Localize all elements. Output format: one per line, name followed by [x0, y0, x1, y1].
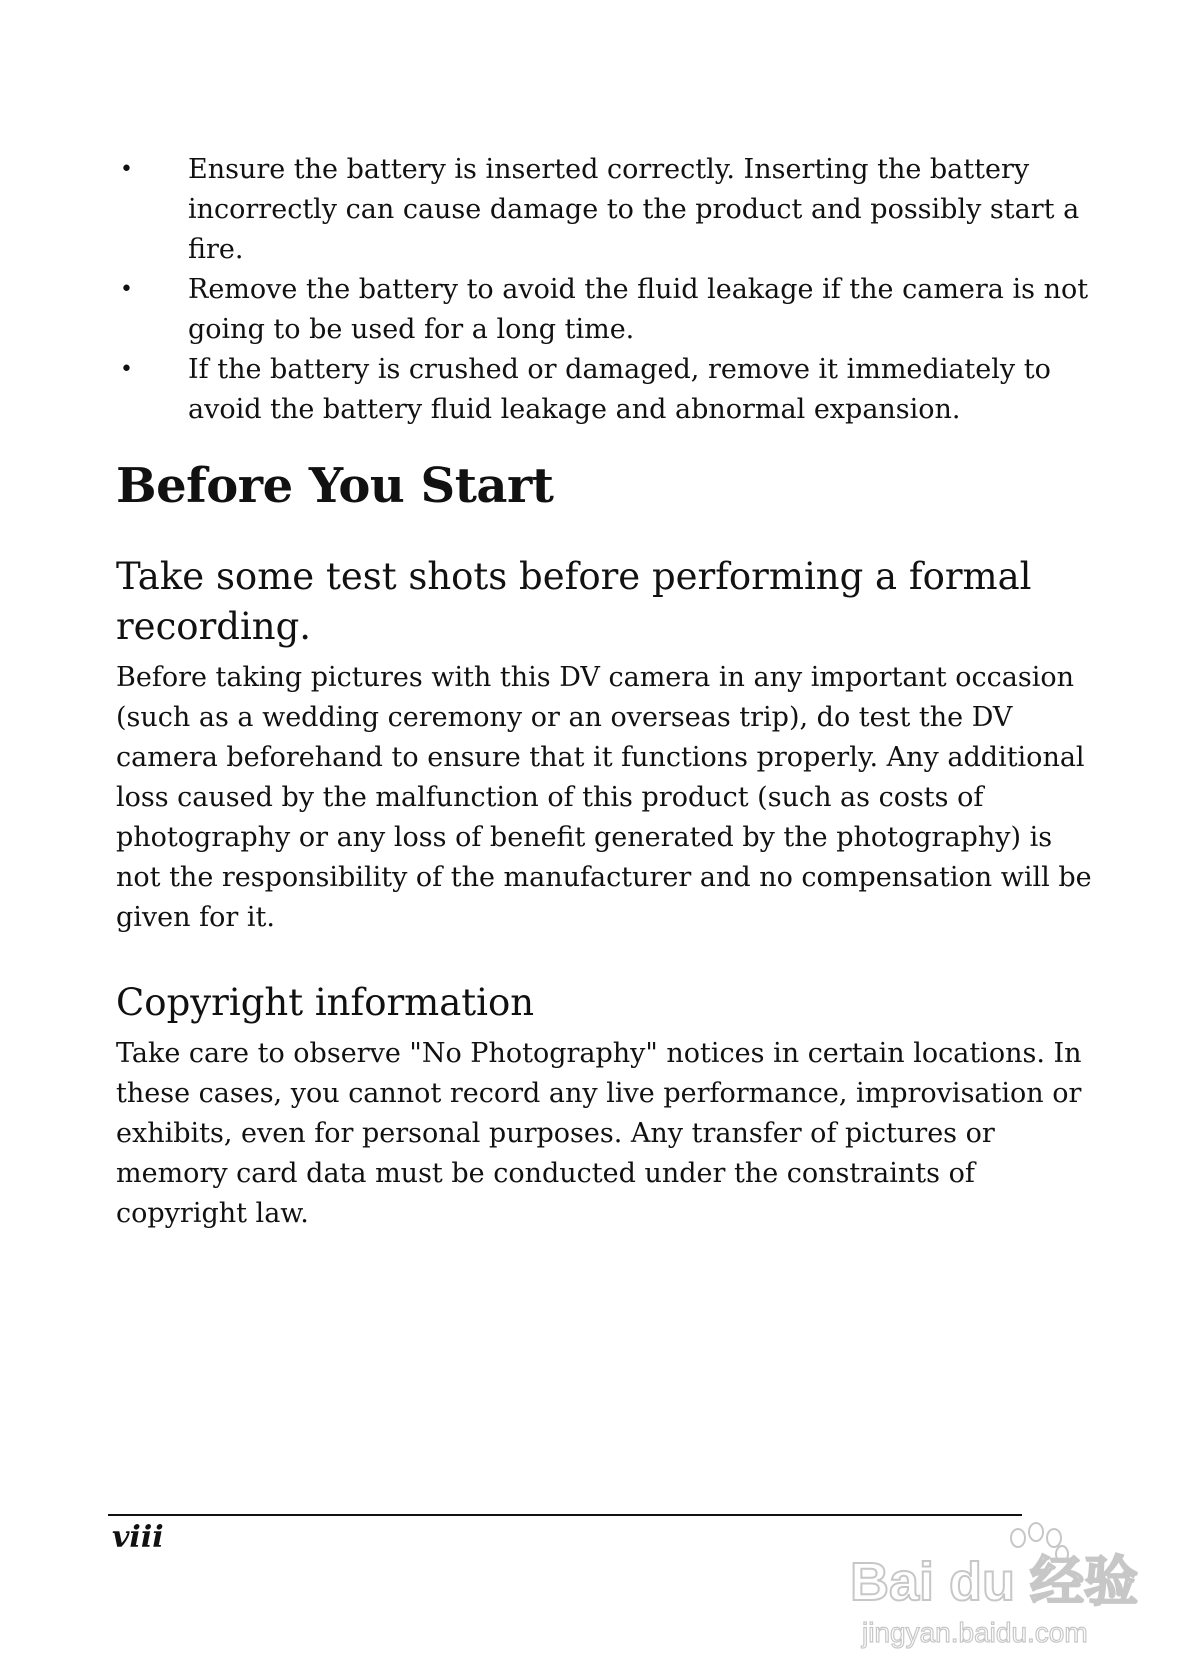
bullet-dot: • — [120, 157, 133, 182]
document-page — [116, 150, 1096, 1234]
page-number: viii — [112, 1520, 164, 1555]
bullet-dot: • — [120, 357, 133, 382]
bullet-dot: • — [120, 277, 133, 302]
test-shots-paragraph: Before taking pictures with this DV camera in any important occasion (such as a wedding ceremony or an overseas trip), do test the DV camera beforehand to ensure that it functions properly. Any additional loss caused by the malfunction of this product (such as costs of photography or any loss of benefit generated by the photography) is not the responsibility of the manufacturer and no compensation will be given for it. — [116, 662, 1092, 933]
bullet-item — [116, 150, 1096, 270]
bullet-text: If the battery is crushed or damaged, remove it immediately to avoid the battery fluid leakage and abnormal expansion. — [188, 354, 1051, 425]
bullet-text: Remove the battery to avoid the fluid leakage if the camera is not going to be used for a long time. — [188, 274, 1089, 345]
watermark-url-text: jingyan.baidu.com — [862, 1617, 1088, 1648]
bullet-item — [116, 350, 1096, 430]
watermark-brand-text: Bai du 经验 — [850, 1552, 1139, 1612]
baidu-watermark-logo — [850, 1520, 1150, 1650]
bullet-text: Ensure the battery is inserted correctly. Inserting the battery incorrectly can cause damage to the product and possibly start a fire. — [188, 154, 1080, 265]
battery-bullet-list — [116, 150, 1096, 430]
section-title: Before You Start — [116, 458, 554, 514]
test-shots-heading: Take some test shots before performing a formal recording. — [116, 555, 1032, 648]
footer-divider — [108, 1514, 1022, 1516]
bullet-item — [116, 270, 1096, 350]
copyright-paragraph: Take care to observe "No Photography" notices in certain locations. In these cases, you cannot record any live performance, improvisation or exhibits, even for personal purposes. Any transfer of pictures or memory card data must be conducted under the constraints of copyright law. — [116, 1038, 1082, 1229]
copyright-heading: Copyright information — [116, 981, 535, 1024]
